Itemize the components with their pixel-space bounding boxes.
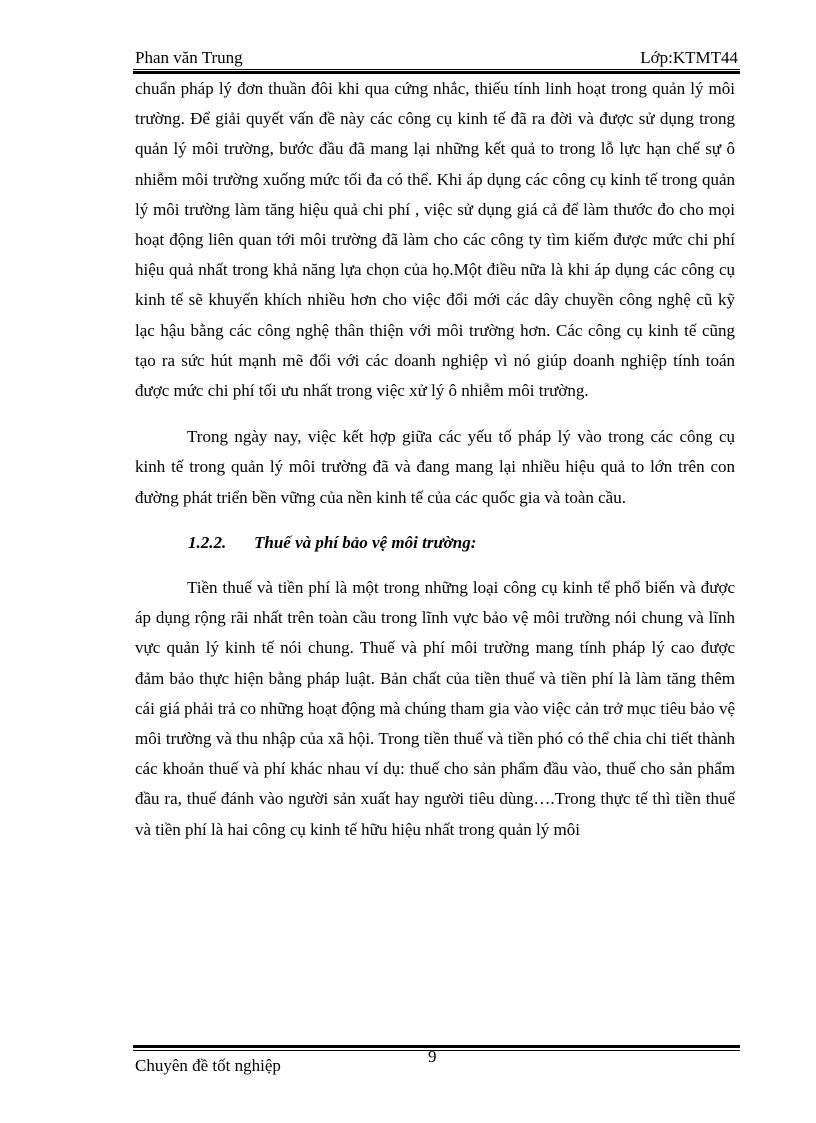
footer-label: Chuyên đề tốt nghiệp [135,1056,281,1075]
page-footer [135,1054,738,1078]
footer-rule-thin [133,1050,740,1051]
section-number: 1.2.2. [188,532,227,552]
paragraph-2: Trong ngày nay, việc kết hợp giữa các yếu tố pháp lý vào trong các công cụ kinh tế trong quản lý môi trường đã và đang mang lại nhiều hiệu quả to lớn trên con đường phát triển bền vững của nền kinh tế của các quốc gia và toàn cầu. [135,427,735,507]
section-title: Thuế và phí bảo vệ môi trường: [254,532,477,552]
header-rule-thin [133,69,740,70]
body-text [135,74,735,845]
paragraph-1: chuẩn pháp lý đơn thuần đôi khi qua cứng nhắc, thiếu tính linh hoạt trong quản lý môi trường. Để giải quyết vấn đề này các công cụ kinh tế đã ra đời và được sử dụng trong quản lý môi trường, bước đầu đã mang lại những kết quả to trong lỗ lực hạn chế sự ô nhiễm môi trường xuống mức tối đa có thể. Khi áp dụng các công cụ kinh tế trong quản lý môi trường làm tăng hiệu quả chi phí , việc sử dụng giá cả để làm thước đo cho mọi hoạt động liên quan tới môi trường đã làm cho các công ty tìm kiếm được mức chi phí hiệu quả nhất trong khả năng lựa chọn của họ.Một điều nữa là khi áp dụng các công cụ kinh tế sẽ khuyến khích nhiều hơn cho việc đổi mới các dây chuyền công nghệ cũ kỹ lạc hậu bằng các công nghệ thân thiện với môi trường hơn. Các công cụ kinh tế cũng tạo ra sức hút mạnh mẽ đối với các doanh nghiệp vì nó giúp doanh nghiệp tính toán được mức chi phí tối ưu nhất trong việc xử lý ô nhiễm môi trường. [135,79,735,401]
page-number: 9 [428,1047,437,1066]
header-class: Lớp:KTMT44 [640,48,738,67]
header-author: Phan văn Trung [135,48,243,67]
footer-rule-thick [133,1045,740,1048]
page-header [135,48,738,70]
paragraph-3: Tiền thuế và tiền phí là một trong những loại công cụ kinh tế phổ biến và được áp dụng rộng rãi nhất trên toàn cầu trong lĩnh vực bảo vệ môi trường nói chung và lĩnh vực quản lý kinh tế nói chung. Thuế và phí môi trường mang tính pháp lý cao được đảm bảo thực hiện bằng pháp luật. Bản chất của tiền thuế và tiền phí là làm tăng thêm cái giá phải trả co những hoạt động mà chúng tham gia vào việc cản trở mục tiêu bảo vệ môi trường và thu nhập của xã hội. Trong tiền thuế và tiền phó có thể chia chi tiết thành các khoản thuế và phí khác nhau ví dụ: thuế cho sản phẩm đầu vào, thuế cho sản phẩm đầu ra, thuế đánh vào người sản xuất hay người tiêu dùng….Trong thực tế thì tiền thuế và tiền phí là hai công cụ kinh tế hữu hiệu nhất trong quản lý môi [135,578,735,839]
section-heading [135,528,735,558]
